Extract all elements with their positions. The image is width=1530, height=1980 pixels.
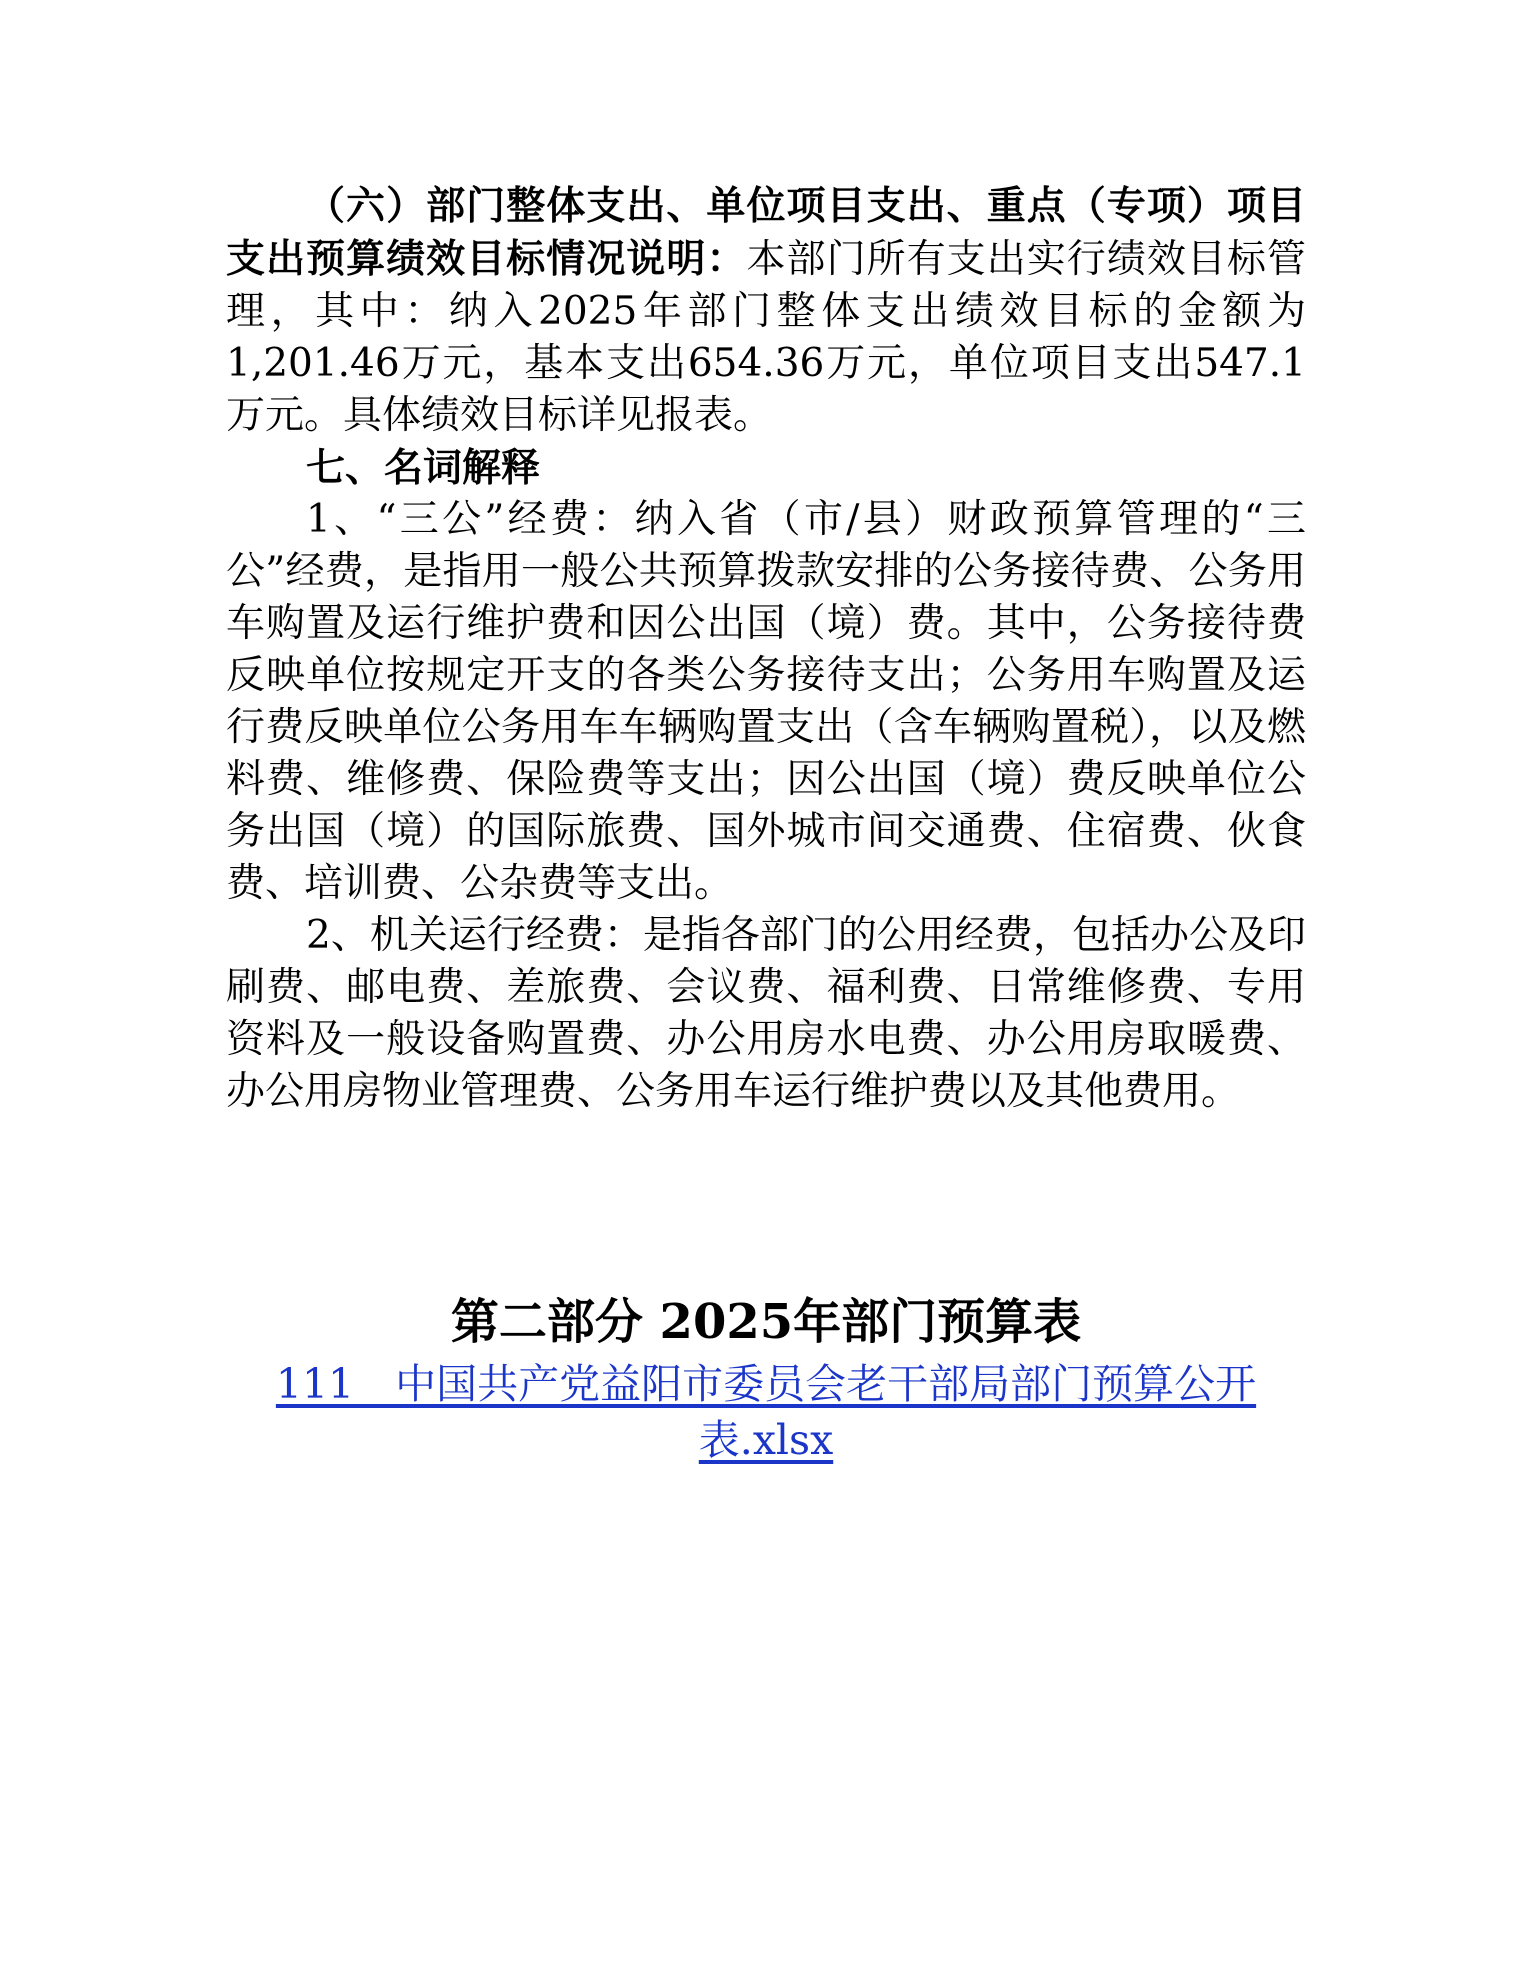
part2-heading: 第二部分 2025年部门预算表 bbox=[450, 1294, 1082, 1350]
section6-paragraph bbox=[226, 180, 1306, 442]
attachment-paragraph bbox=[226, 1356, 1306, 1468]
document-body bbox=[226, 180, 1306, 1118]
section7-heading: 七、名词解释 bbox=[306, 445, 541, 491]
section7-item-1: 1、“三公”经费：纳入省（市/县）财政预算管理的“三公”经费，是指用一般公共预算拨款安排的公务接待费、公务用车购置及运行维护费和因公出国（境）费。其中，公务接待费反映单位按规定开支的各类公务接待支出；公务用车购置及运行费反映单位公务用车车辆购置支出（含车辆购置税），以及燃料费、维修费、保险费等支出；因公出国（境）费反映单位公务出国（境）的国际旅费、国外城市间交通费、住宿费、伙食费、培训费、公杂费等支出。 bbox=[226, 497, 1306, 906]
budget-table-file-link[interactable]: 111 中国共产党益阳市委员会老干部局部门预算公开表.xlsx bbox=[275, 1360, 1257, 1464]
section7-item-2: 2、机关运行经费：是指各部门的公用经费，包括办公及印刷费、邮电费、差旅费、会议费、福利费、日常维修费、专用资料及一般设备购置费、办公用房水电费、办公用房取暖费、办公用房物业管理费、公务用车运行维护费以及其他费用。 bbox=[226, 913, 1306, 1114]
section6-heading: （六）部门整体支出、单位项目支出、重点（专项）项目支出预算绩效目标情况说明： bbox=[226, 183, 1306, 282]
section6-text: 本部门所有支出实行绩效目标管理，其中：纳入2025年部门整体支出绩效目标的金额为1,201.46万元，基本支出654.36万元，单位项目支出547.1万元。具体绩效目标详见报表。 bbox=[226, 237, 1306, 438]
